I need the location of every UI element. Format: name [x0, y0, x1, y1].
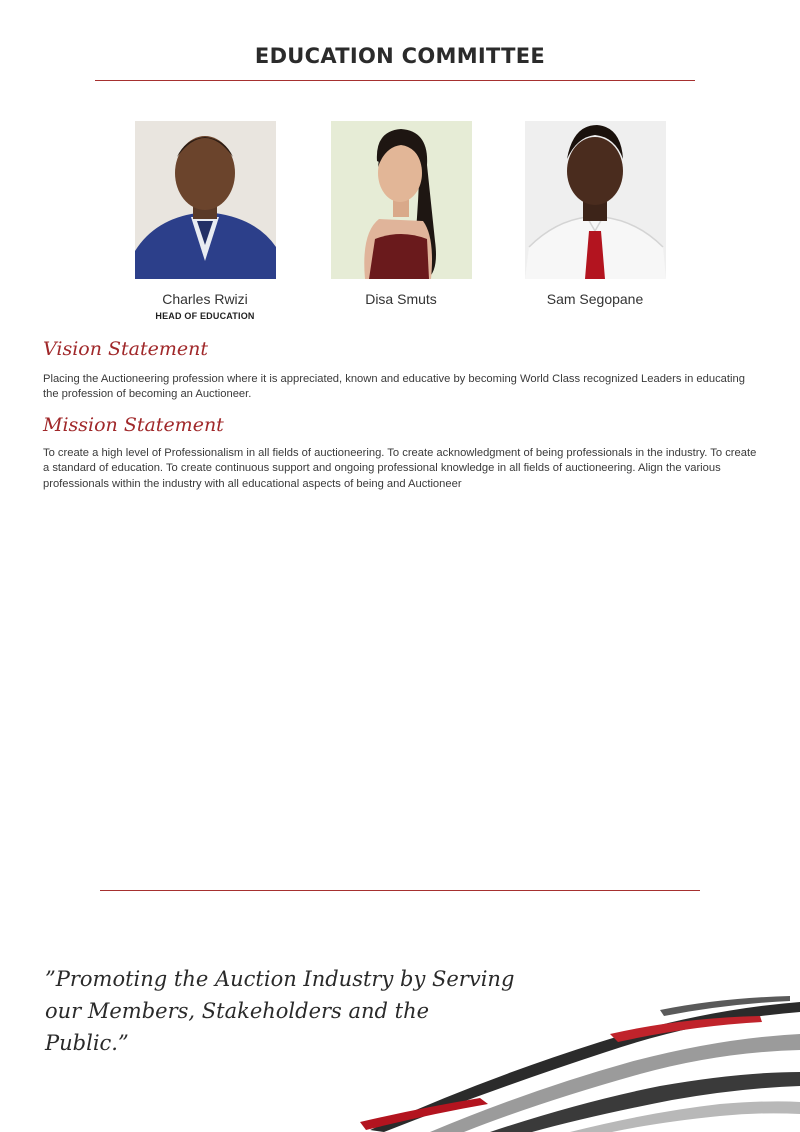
member-name: Charles Rwizi [162, 291, 248, 307]
title-divider [95, 80, 695, 81]
decorative-brush-swoosh [360, 990, 800, 1132]
member-card-sam-segopane [510, 121, 680, 307]
vision-text: Placing the Auctioneering profession where it is appreciated, known and educative by becoming World Class recognized Leaders in educating the profession of becoming an Auctioneer. [43, 373, 745, 401]
member-name: Disa Smuts [365, 291, 437, 307]
member-card-disa-smuts [316, 121, 486, 307]
vision-heading: Vision Statement [43, 338, 208, 360]
member-photo [135, 121, 276, 279]
tagline-line-1: ”Promoting the Auction Industry by Serving [45, 967, 515, 991]
mission-text: To create a high level of Professionalism in all fields of auctioneering. To create acknowledgment of being professionals in the industry. To create a standard of education. To create continuous support and ongoing professional knowledge in all fields of auctioneering. Align the various professionals within the industry with all educational aspects of being and Auctioneer [43, 447, 757, 490]
footer-divider [100, 890, 700, 891]
member-card-charles-rwizi [120, 121, 290, 321]
mission-heading: Mission Statement [43, 414, 224, 436]
page-title: EDUCATION COMMITTEE [254, 44, 546, 68]
member-name: Sam Segopane [546, 291, 644, 307]
tagline-line-2: our Members, Stakeholders and the Public.” [45, 999, 430, 1055]
member-photo [525, 121, 666, 279]
member-photo [331, 121, 472, 279]
member-role: HEAD OF EDUCATION [155, 311, 255, 321]
